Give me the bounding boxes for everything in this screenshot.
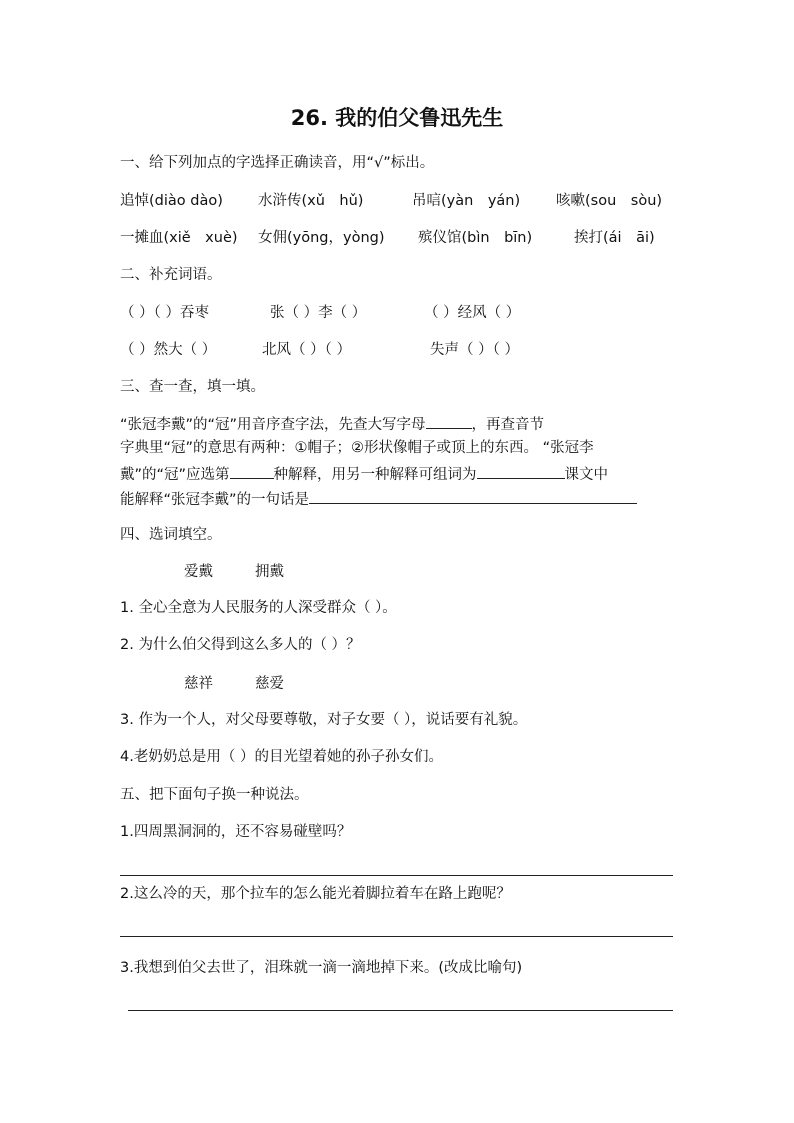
pinyin-item: 水浒传(xǔ hǔ) [258, 193, 364, 209]
paragraph-text: 能解释“张冠李戴”的一句话是 [120, 492, 310, 508]
blank-word[interactable] [477, 464, 565, 479]
idiom-item: 北风（ ）（ ） [262, 342, 351, 358]
paragraph-line [120, 414, 544, 434]
idiom-item: 失声（ ）（ ） [430, 342, 519, 358]
paragraph-text: “张冠李戴”的“冠”用音序查字法，先查大写字母 [120, 417, 426, 433]
word-choice: 爱戴 [184, 564, 213, 580]
question: 1.四周黑洞洞的，还不容易碰壁吗？ [120, 824, 352, 840]
blank-initial-letter[interactable] [426, 414, 472, 429]
blank-meaning-number[interactable] [230, 464, 274, 479]
page-title: 26. 我的伯父鲁迅先生 [290, 106, 504, 130]
pinyin-item: 挨打(ái āi) [574, 230, 655, 246]
blank-sentence[interactable] [309, 489, 637, 504]
pinyin-item: 咳嗽(sou sòu) [556, 193, 663, 209]
section-2-heading: 二、补充词语。 [120, 267, 222, 283]
answer-line[interactable] [120, 936, 673, 937]
idiom-item: （ ）然大（ ） [120, 342, 217, 358]
paragraph-text: 课文中 [564, 467, 609, 483]
pinyin-item: 吊唁(yàn yán) [412, 193, 521, 209]
pinyin-item: 追悼(diào dào) [120, 193, 223, 209]
question: 3.我想到伯父去世了，泪珠就一滴一滴地掉下来。(改成比喻句) [120, 960, 523, 976]
idiom-item: 张（ ）李（ ） [270, 305, 367, 321]
section-3-heading: 三、查一查，填一填。 [120, 379, 265, 395]
question: 1. 全心全意为人民服务的人深受群众（ ）。 [120, 600, 397, 616]
answer-line[interactable] [120, 875, 673, 876]
word-choice: 拥戴 [255, 564, 284, 580]
paragraph-line [120, 464, 608, 484]
question: 2.这么冷的天，那个拉车的怎么能光着脚拉着车在路上跑呢？ [120, 886, 511, 902]
idiom-item: （ ）（ ）吞枣 [120, 305, 209, 321]
word-choice: 慈祥 [184, 676, 213, 692]
paragraph-line: 字典里“冠”的意思有两种：①帽子；②形状像帽子或顶上的东西。 “张冠李 [120, 440, 594, 456]
pinyin-item: 女佣(yōng，yòng) [258, 230, 385, 246]
question: 4.老奶奶总是用（ ）的目光望着她的孙子孙女们。 [120, 749, 443, 765]
paragraph-text: 种解释，用另一种解释可组词为 [273, 467, 477, 483]
idiom-item: （ ）经风（ ） [424, 305, 521, 321]
section-4-heading: 四、选词填空。 [120, 527, 222, 543]
paragraph-text: ，再查音节 [471, 417, 545, 433]
pinyin-item: 殡仪馆(bìn bīn) [418, 230, 533, 246]
question: 3. 作为一个人，对父母要尊敬，对子女要（ ），说话要有礼貌。 [120, 712, 528, 728]
word-choice: 慈爱 [255, 676, 284, 692]
paragraph-text: 戴”的“冠”应选第 [120, 467, 230, 483]
section-1-heading: 一、给下列加点的字选择正确读音，用“√”标出。 [120, 155, 435, 171]
paragraph-line [120, 489, 637, 509]
pinyin-item: 一摊血(xiě xuè) [120, 230, 238, 246]
question: 2. 为什么伯父得到这么多人的（ ）？ [120, 637, 361, 653]
answer-line[interactable] [128, 1010, 673, 1011]
section-5-heading: 五、把下面句子换一种说法。 [120, 787, 309, 803]
